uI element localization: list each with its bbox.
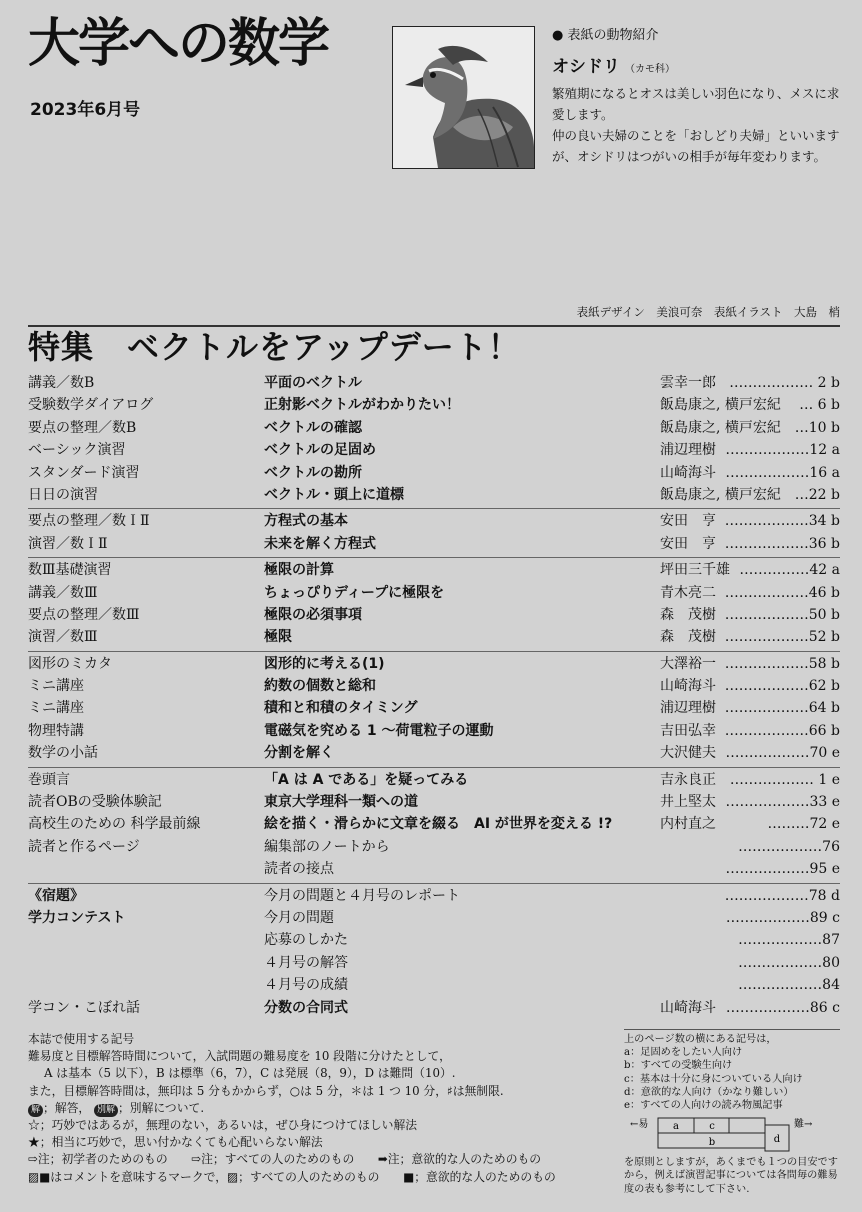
toc-article-title: 読者の接点 [264,861,334,878]
toc-row [28,484,840,506]
toc-article-title: ベクトルの勘所 [264,464,362,481]
toc-row [28,559,840,581]
toc-author: 青木亮二 [660,584,716,601]
toc-author: 飯島康之, 横戸宏紀 [660,397,781,414]
toc-page: ………………78 d [724,887,840,904]
toc-category: 図形のミカタ [28,655,112,672]
toc-article-title: 極限の必須事項 [264,606,362,623]
toc-row [28,372,840,394]
toc-article-title: ちょっぴりディープに極限を [264,584,445,601]
toc-author: 安田 亨 [660,513,716,530]
toc-article-title: 図形的に考える(1) [264,655,385,672]
toc-category: 数Ⅲ基礎演習 [28,562,112,579]
toc-page: ………………89 c [725,909,840,926]
toc-author: 浦辺理樹 [660,700,716,717]
toc-article-title: 「A は A である」を疑ってみる [264,771,469,788]
toc-group [28,652,840,768]
toc-article-title: 平面のベクトル [264,375,362,391]
toc-category: 数学の小話 [28,745,98,762]
toc-category: スタンダード演習 [28,464,140,481]
toc-category: 受験数学ダイアログ [28,397,154,414]
symbol-legend [28,1031,618,1186]
toc-row [28,462,840,484]
legend-line: d：意欲的な人向け（かなり難しい） [624,1086,794,1098]
toc-row [28,974,840,996]
toc-page: ……………… 2 b [729,375,840,391]
toc-category: 演習／数Ⅲ [28,629,98,646]
toc-category: 巻頭言 [28,771,70,788]
toc-page: ………………70 e [725,745,840,762]
toc-page: ………72 e [767,816,840,833]
toc-author: 雲幸一郎 [660,375,716,391]
toc-category: 読者と作るページ [28,838,140,855]
animal-heading: ● 表紙の動物紹介 [552,28,659,43]
toc-page: ………………16 a [725,464,840,481]
toc-page: ……………… 1 e [729,771,840,788]
cell-d: d [773,1134,781,1146]
toc-author: 坪田三千雄 [660,562,730,579]
toc-page: ………………80 [738,954,840,971]
toc-category: 学コン・こぼれ話 [28,999,140,1016]
toc-category: 演習／数ＩⅡ [28,535,108,552]
legend-line: ★；相当に巧妙で，思い付かなくても心配いらない解法 [28,1135,323,1150]
toc-category: 要点の整理／数Ⅲ [28,606,140,623]
toc-author: 内村直之 [660,816,716,833]
toc-row [28,858,840,880]
toc-row [28,604,840,626]
animal-name: オシドリ [552,57,620,77]
kaitou-badge-icon: 解 [28,1104,43,1117]
toc-article-title: ベクトル・頭上に道標 [264,486,404,503]
toc-author: 安田 亨 [660,535,716,552]
toc-article-title: 極限の計算 [264,562,334,579]
toc-page: ………………50 b [724,606,840,623]
legend-line: 難易度と目標解答時間について，入試問題の難易度を 10 段階に分けたとして， [28,1049,451,1064]
toc-article-title: ベクトルの足固め [264,442,376,459]
toc-group [28,509,840,558]
toc-category: 《宿題》 [28,887,84,904]
toc-row [28,510,840,532]
difficulty-legend [624,1029,840,1196]
toc-category: ミニ講座 [28,678,84,695]
toc-category: 読者OBの受験体験記 [28,794,162,811]
toc-author: 井上堅太 [660,794,716,811]
table-of-contents [28,371,840,1021]
toc-row [28,836,840,858]
toc-page: ………………64 b [724,700,840,717]
cover-animal-info [552,24,842,167]
toc-article-title: 方程式の基本 [264,513,348,530]
cell-b: b [708,1137,716,1149]
legend-line: e：すべての人向けの読み物風記事 [624,1100,783,1112]
toc-page: ………………95 e [725,861,840,878]
legend-line: 上のページ数の横にある記号は， [624,1034,777,1045]
toc-category: 要点の整理／数B [28,419,137,436]
toc-row [28,626,840,648]
toc-row [28,952,840,974]
toc-author: 吉永良正 [660,771,716,788]
toc-category: 日日の演習 [28,486,98,503]
legend-line: c：基本は十分に身についている人向け [624,1073,803,1085]
toc-page: ………………33 e [725,794,840,811]
legend-footer: を原則としますが，あくまでも１つの目安ですから，例えば演習記事については各問毎の難易度の表も参考にして下さい. [624,1157,838,1195]
cover-illustration [392,26,535,169]
toc-page: ………………52 b [724,629,840,646]
toc-row [28,439,840,461]
toc-category: 講義／数Ⅲ [28,584,98,601]
toc-page: ………………46 b [724,584,840,601]
toc-row [28,885,840,907]
toc-page: ………………58 b [724,655,840,672]
legend-badge-line [28,1100,618,1117]
toc-page: ………………76 [738,838,840,855]
toc-row [28,997,840,1019]
legend-line: ▨■はコメントを意味するマークで，▨；すべての人のためのもの ■；意欲的な人のためのもの [28,1169,556,1184]
legend-line: ⇨注；初学者のためのもの ⇨注；すべての人のためのもの ➡注；意欲的な人のためのもの [28,1152,542,1167]
toc-article-title: 約数の個数と総和 [264,678,376,695]
toc-category: ミニ講座 [28,700,84,717]
feature-title: 特集 ベクトルをアップデート！ [28,328,521,366]
toc-group [28,558,840,652]
toc-row [28,929,840,951]
legend-heading: 本誌で使用する記号 [28,1032,135,1046]
hard-label: 難→ [794,1119,813,1131]
toc-category: 物理特講 [28,722,84,739]
toc-row [28,394,840,416]
toc-author: 山崎海斗 [660,999,716,1016]
difficulty-diagram [624,1115,840,1153]
toc-article-title: 極限 [264,629,292,646]
toc-author: 山崎海斗 [660,678,716,695]
toc-group [28,371,840,509]
toc-author: 吉田弘幸 [660,722,716,739]
animal-description-line: が、オシドリはつがいの相手が毎年変わります。 [552,149,827,164]
betsukai-badge-icon: 別解 [94,1104,118,1117]
toc-author: 大沢健夫 [660,745,716,762]
toc-row [28,720,840,742]
toc-category: 要点の整理／数ＩⅡ [28,513,150,530]
toc-article-title: 今月の問題と４月号のレポート [264,887,460,904]
toc-article-title: 積和と和積のタイミング [264,700,418,717]
toc-row [28,533,840,555]
animal-description [552,83,842,167]
easy-label: ←易 [630,1119,649,1131]
toc-author: 浦辺理樹 [660,442,716,459]
toc-article-title: ４月号の解答 [264,954,348,971]
toc-article-title: 正射影ベクトルがわかりたい！ [264,397,460,414]
toc-page: … 6 b [799,397,840,414]
toc-category: 講義／数B [28,375,95,391]
toc-page: ………………34 b [724,513,840,530]
toc-author: 森 茂樹 [660,606,716,623]
toc-row [28,907,840,929]
legend-line: ☆；巧妙ではあるが，無理のない，あるいは，ぜひ身につけてほしい解法 [28,1118,418,1133]
animal-description-line: 繁殖期になるとオスは美しい羽色になり、メスに求 [552,86,840,101]
legend-line: また，目標解答時間は，無印は 5 分もかからず，○は 5 分，＊は 1 つ 10 分，♯は無制限. [28,1083,504,1098]
legend-line: b：すべての受験生向け [624,1060,733,1072]
animal-name-row [552,52,842,77]
toc-row [28,697,840,719]
toc-article-title: 応募のしかた [264,932,348,949]
toc-row [28,675,840,697]
animal-description-line: 仲の良い夫婦のことを「おしどり夫婦」といいます [552,128,840,143]
toc-page: ………………86 c [725,999,840,1016]
mandarin-duck-illustration [393,27,534,168]
toc-page: ………………36 b [724,535,840,552]
toc-page: ………………62 b [724,678,840,695]
divider [28,325,840,327]
toc-page: ………………87 [738,932,840,949]
toc-row [28,582,840,604]
toc-article-title: 東京大学理科一類への道 [264,794,418,811]
toc-page: ………………66 b [724,722,840,739]
toc-article-title: 編集部のノートから [264,838,390,855]
cell-c: c [709,1121,715,1133]
toc-article-title: 未来を解く方程式 [264,535,376,552]
toc-article-title: 絵を描く・滑らかに文章を綴る AI が世界を変える !? [264,816,613,833]
toc-article-title: 電磁気を究める 1 〜荷電粒子の運動 [264,722,494,739]
animal-description-line: 愛します。 [552,107,614,122]
toc-category: ベーシック演習 [28,442,126,459]
toc-author: 大澤裕一 [660,655,716,672]
toc-group [28,884,840,1021]
toc-author: 森 茂樹 [660,629,716,646]
legend-line: A は基本（5 以下），B は標準（6，7），C は発展（8，9），D は難問（10）. [44,1066,456,1081]
issue-date: 2023年6月号 [30,100,141,120]
toc-page: ……………42 a [739,562,840,579]
toc-row [28,742,840,764]
toc-article-title: 今月の問題 [264,909,334,926]
toc-category: 学力コンテスト [28,909,126,926]
toc-author: 山崎海斗 [660,464,716,481]
cover-credits: 表紙デザイン 美浪可奈 表紙イラスト 大島 梢 [576,305,840,319]
toc-author: 飯島康之, 横戸宏紀 [660,486,781,503]
magazine-title: 大学への数学 [28,14,329,74]
toc-page: ………………12 a [725,442,840,459]
toc-author: 飯島康之, 横戸宏紀 [660,419,781,436]
toc-page: ………………84 [738,977,840,994]
legend-text: ；別解について. [117,1100,205,1115]
legend-text: ；解答， [43,1100,91,1115]
toc-row [28,791,840,813]
toc-article-title: 分割を解く [264,745,334,762]
toc-row [28,417,840,439]
toc-row [28,813,840,835]
animal-family: （カモ科） [625,64,675,75]
toc-row [28,769,840,791]
toc-article-title: 分数の合同式 [264,999,348,1016]
legend-line: a：足固めをしたい人向け [624,1047,743,1059]
toc-group [28,768,840,884]
toc-article-title: ベクトルの確認 [264,419,362,436]
toc-category: 高校生のための 科学最前線 [28,816,201,833]
toc-article-title: ４月号の成績 [264,977,348,994]
toc-row [28,653,840,675]
toc-page: …10 b [794,419,840,436]
cell-a: a [673,1121,679,1133]
toc-page: …22 b [794,486,840,503]
